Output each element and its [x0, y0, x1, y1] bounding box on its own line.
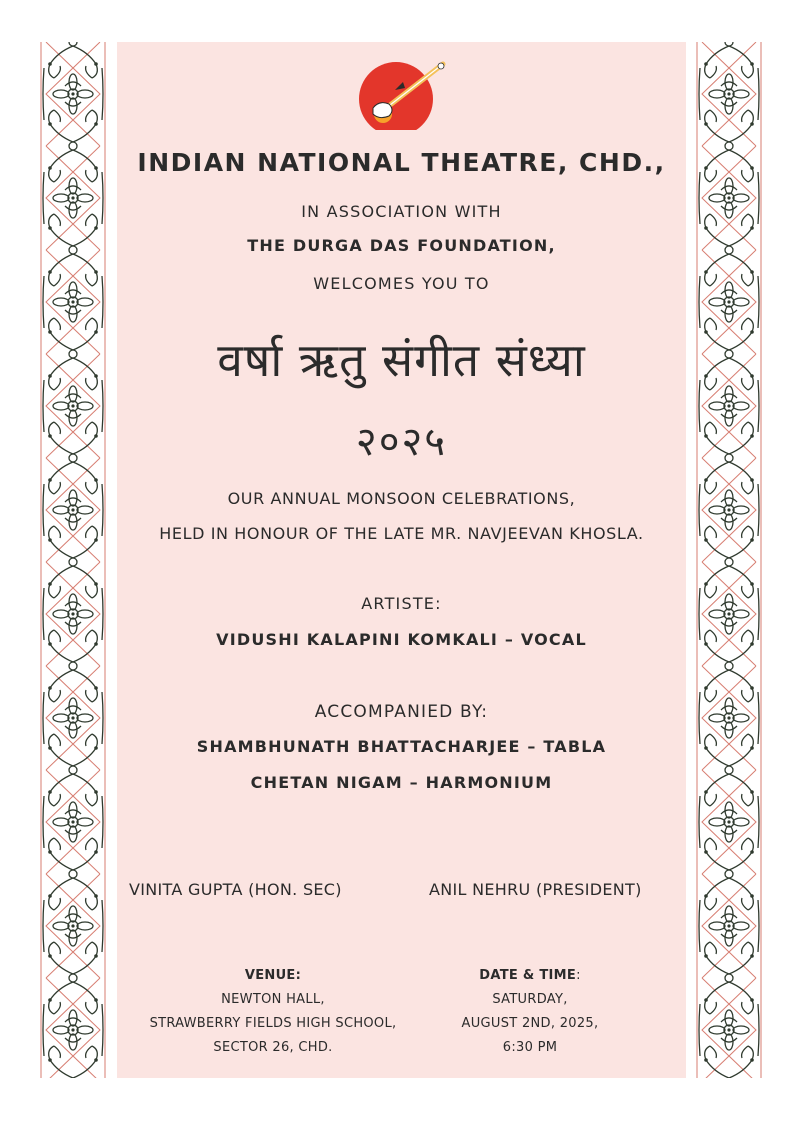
artiste-heading: ARTISTE:	[361, 594, 442, 613]
foundation-name: THE DURGA DAS FOUNDATION,	[247, 236, 556, 255]
floral-border-icon	[696, 42, 762, 1078]
floral-border-icon	[40, 42, 106, 1078]
event-year-hindi: २०२५	[355, 419, 448, 465]
datetime-heading: DATE & TIME	[479, 968, 577, 983]
datetime-line: 6:30 PM	[502, 1040, 558, 1055]
accompanist-harmonium: CHETAN NIGAM – HARMONIUM	[250, 773, 553, 792]
signatory-president: ANIL NEHRU (PRESIDENT)	[429, 880, 642, 899]
datetime-heading-row	[380, 964, 680, 988]
invitation-card	[117, 42, 686, 1078]
organization-title: INDIAN NATIONAL THEATRE, CHD.,	[137, 148, 666, 177]
event-description-line2: HELD IN HONOUR OF THE LATE MR. NAVJEEVAN KHOSLA.	[159, 524, 644, 543]
datetime-heading-colon: :	[576, 968, 581, 983]
floral-border-left	[40, 42, 106, 1078]
datetime-line: AUGUST 2ND, 2025,	[461, 1016, 599, 1031]
event-title-hindi: वर्षा ऋतु संगीत संध्या	[217, 333, 586, 387]
venue-line: NEWTON HALL,	[221, 992, 325, 1007]
floral-border-right	[696, 42, 762, 1078]
welcome-line: WELCOMES YOU TO	[313, 274, 490, 293]
venue-heading: VENUE:	[244, 968, 302, 983]
venue-line: STRAWBERRY FIELDS HIGH SCHOOL,	[149, 1016, 397, 1031]
datetime-block	[380, 964, 680, 1060]
venue-block	[123, 964, 423, 1060]
accompanied-heading: ACCOMPANIED BY:	[314, 702, 489, 722]
datetime-line: SATURDAY,	[492, 992, 568, 1007]
artiste-name: VIDUSHI KALAPINI KOMKALI – VOCAL	[216, 630, 587, 649]
veena-logo-icon	[359, 54, 449, 130]
accompanist-tabla: SHAMBHUNATH BHATTACHARJEE – TABLA	[196, 737, 607, 756]
signatory-secretary: VINITA GUPTA (HON. SEC)	[129, 880, 342, 899]
event-description-line1: OUR ANNUAL MONSOON CELEBRATIONS,	[227, 489, 576, 508]
venue-line: SECTOR 26, CHD.	[213, 1040, 333, 1055]
association-line: IN ASSOCIATION WITH	[301, 202, 502, 221]
